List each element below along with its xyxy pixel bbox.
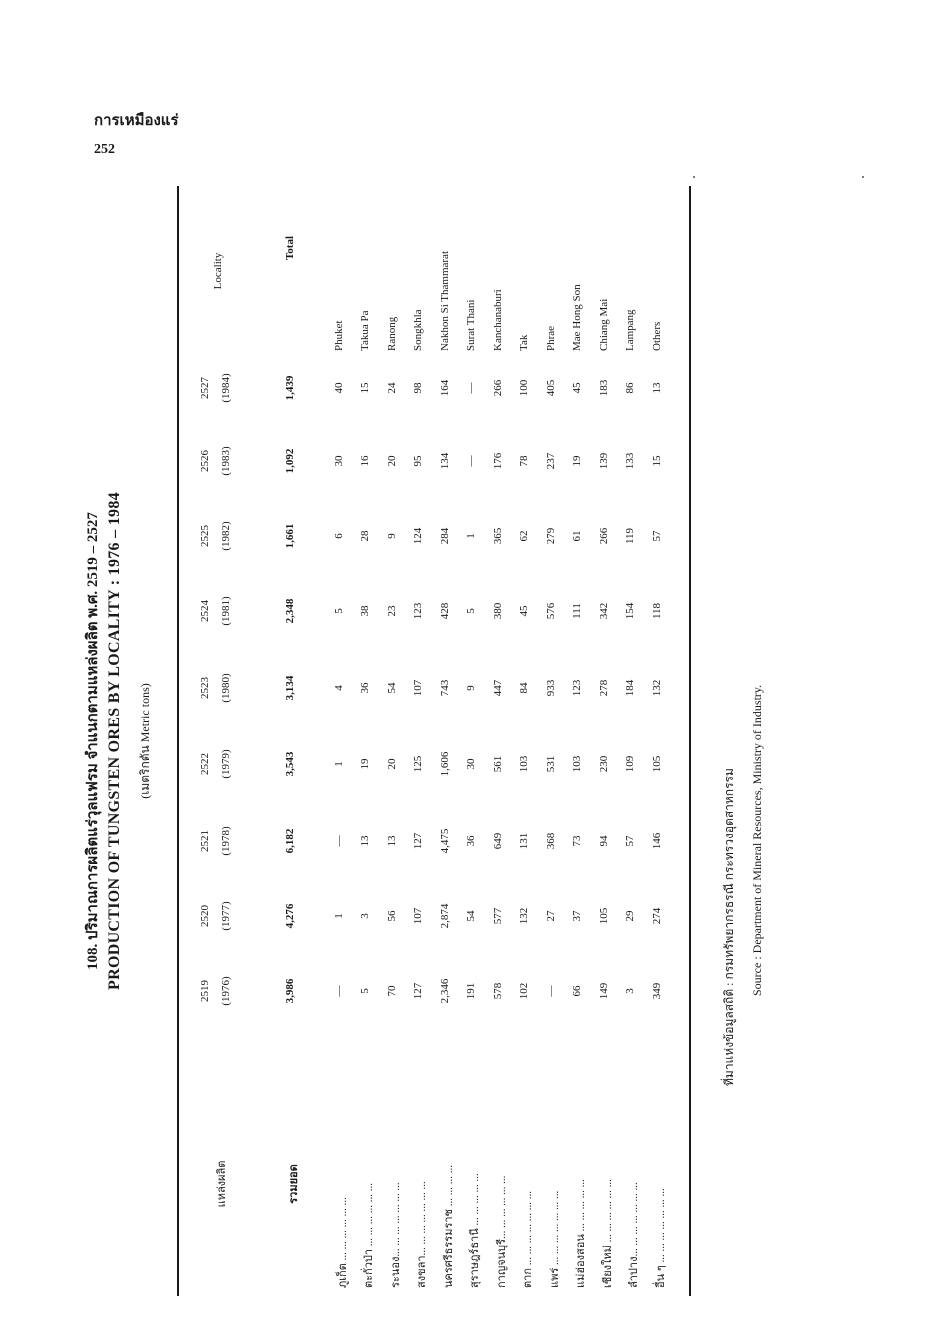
table-cell: 743 — [438, 679, 451, 697]
year-header-be: 2524 — [199, 600, 211, 622]
table-cell: 56 — [385, 910, 398, 922]
table-cell: 127 — [412, 982, 424, 1000]
table-cell: 9 — [465, 685, 477, 691]
table-cell: 649 — [491, 832, 504, 850]
table-cell: 933 — [544, 679, 557, 697]
table-cell: 123 — [412, 602, 424, 620]
table-cell: 107 — [412, 907, 424, 925]
row-label-english: Nakhon Si Thammarat — [438, 251, 451, 351]
table-cell: 561 — [491, 755, 504, 773]
table-cell: 127 — [412, 832, 424, 850]
table-cell: 125 — [412, 755, 424, 773]
table-cell: 70 — [385, 985, 398, 997]
year-header-ce: (1982) — [220, 521, 232, 551]
table-cell: 124 — [412, 527, 424, 545]
table-cell: 266 — [597, 527, 610, 545]
table-cell: 73 — [571, 835, 583, 847]
table-cell: 5 — [465, 608, 477, 614]
table-cell: 191 — [465, 982, 477, 1000]
year-header-ce: (1981) — [220, 596, 232, 626]
scan-speck — [693, 176, 695, 178]
table-cell: 13 — [359, 835, 371, 847]
table-cell: 342 — [597, 602, 610, 620]
row-label-english: Mae Hong Son — [571, 284, 583, 351]
year-header-be: 2522 — [199, 753, 211, 775]
table-cell: 3,134 — [284, 675, 296, 701]
table-cell: 447 — [491, 679, 504, 697]
row-label-english: Tak — [518, 334, 530, 351]
year-header-ce: (1976) — [220, 976, 232, 1006]
table-cell: 1 — [465, 533, 477, 539]
table-cell: 139 — [597, 452, 610, 470]
table-cell: 2,346 — [438, 978, 451, 1004]
table-cell: 84 — [518, 682, 530, 694]
locality-header-thai: แหล่งผลิต — [216, 1160, 228, 1208]
row-label-thai: แพร่ ... ... ... ... ... ... ... — [548, 1190, 561, 1288]
table-cell: 24 — [385, 382, 398, 394]
table-cell: 19 — [571, 455, 583, 467]
table-cell: 57 — [650, 530, 663, 542]
table-cell: 16 — [359, 455, 371, 467]
locality-header-english: Locality — [212, 252, 224, 290]
table-cell: — — [544, 985, 557, 997]
table-cell: 94 — [597, 835, 610, 847]
source-english: Source : Department of Mineral Resources, Ministry of Industry. — [750, 684, 764, 996]
table-cell: 2,348 — [284, 598, 296, 624]
table-cell: 279 — [544, 527, 557, 545]
table-cell: 5 — [359, 988, 371, 994]
year-header-be: 2519 — [199, 980, 211, 1002]
rotated-table-page — [74, 186, 804, 1296]
table-title-english: PRODUCTION OF TUNGSTEN ORES BY LOCALITY : 1976 – 1984 — [106, 492, 123, 990]
table-cell: 123 — [571, 679, 583, 697]
table-cell: 6 — [332, 533, 345, 539]
book-title: การเหมืองแร่ — [94, 113, 179, 129]
table-cell: 45 — [518, 605, 530, 617]
table-cell: 146 — [650, 832, 663, 850]
table-cell: 103 — [571, 755, 583, 773]
table-cell: 30 — [465, 758, 477, 770]
table-cell: 98 — [412, 382, 424, 394]
table-cell: 149 — [597, 982, 610, 1000]
row-label-thai: ลำปาง... ... ... ... ... ... ... — [628, 1182, 640, 1288]
table-cell: 40 — [332, 382, 345, 394]
row-label-english: Kanchanaburi — [491, 289, 504, 351]
row-label-english: Phuket — [332, 320, 345, 351]
table-cell: 109 — [624, 755, 636, 773]
table-cell: 95 — [412, 455, 424, 467]
table-cell: 365 — [491, 527, 504, 545]
row-label-english: Chiang Mai — [597, 298, 610, 351]
table-cell: 132 — [650, 679, 663, 697]
table-cell: 131 — [518, 832, 530, 850]
row-label-thai: สงขลา... ... ... ... ... ... ... — [416, 1181, 428, 1288]
table-title-thai: 108. ปริมาณการผลิตแร่วุลแฟรม จำแนกตามแหล่งผลิต พ.ศ. 2519 – 2527 — [85, 512, 101, 970]
table-cell: 38 — [359, 605, 371, 617]
table-cell: 36 — [465, 835, 477, 847]
table-cell: 66 — [571, 985, 583, 997]
year-header-be: 2525 — [199, 525, 211, 547]
row-label-english: Takua Pa — [359, 310, 371, 351]
year-header-be: 2521 — [199, 830, 211, 852]
table-cell: 15 — [359, 382, 371, 394]
scan-speck — [862, 176, 864, 178]
table-cell: 118 — [650, 602, 663, 620]
table-cell: 134 — [438, 452, 451, 470]
row-label-thai: ตาก ... ... ... ... ... ... ... — [522, 1191, 534, 1288]
table-cell: 13 — [650, 382, 663, 394]
table-cell: 1,092 — [284, 448, 296, 474]
table-cell: 119 — [624, 527, 636, 545]
table-cell: 3,986 — [284, 978, 296, 1004]
table-cell: 86 — [624, 382, 636, 394]
row-label-thai: รวมยอด — [288, 1164, 300, 1204]
table-cell: 578 — [491, 982, 504, 1000]
table-cell: 45 — [571, 382, 583, 394]
table-cell: 6,182 — [284, 828, 296, 854]
table-cell: 15 — [650, 455, 663, 467]
year-header-ce: (1979) — [220, 749, 232, 779]
table-cell: 107 — [412, 679, 424, 697]
table-cell: 57 — [624, 835, 636, 847]
row-label-english: Surat Thani — [465, 299, 477, 351]
year-header-be: 2527 — [199, 377, 211, 399]
table-cell: 1,439 — [284, 375, 296, 401]
table-cell: 1 — [332, 761, 345, 767]
table-cell: 531 — [544, 755, 557, 773]
table-cell: 3 — [359, 913, 371, 919]
table-cell: 237 — [544, 452, 557, 470]
bottom-rule — [689, 186, 691, 1296]
table-cell: 54 — [385, 682, 398, 694]
table-cell: 4 — [332, 685, 345, 691]
table-cell: 368 — [544, 832, 557, 850]
table-cell: 28 — [359, 530, 371, 542]
year-header-ce: (1984) — [220, 373, 232, 403]
table-cell: 5 — [332, 608, 345, 614]
table-cell: 1,606 — [438, 751, 451, 777]
row-label-thai: ตะกั่วป่า ... ... ... ... ... ... — [363, 1182, 375, 1288]
table-cell: 132 — [518, 907, 530, 925]
table-cell: 20 — [385, 455, 398, 467]
top-rule — [177, 186, 179, 1296]
table-cell: 380 — [491, 602, 504, 620]
table-cell: 4,276 — [284, 903, 296, 929]
table-cell: 577 — [491, 907, 504, 925]
row-label-english: Others — [650, 321, 663, 351]
table-cell: 9 — [385, 533, 398, 539]
table-cell: 1,661 — [284, 523, 296, 549]
table-cell: 154 — [624, 602, 636, 620]
row-label-thai: นครศรีธรรมราช ... ... ... ... — [442, 1164, 455, 1288]
table-cell: 266 — [491, 379, 504, 397]
row-label-thai: อื่น ๆ ... ... ... ... ... ... ... — [654, 1188, 667, 1288]
table-cell: 37 — [571, 910, 583, 922]
table-cell: 184 — [624, 679, 636, 697]
table-cell: 349 — [650, 982, 663, 1000]
row-label-english: Ranong — [385, 316, 398, 351]
row-label-thai: สุราษฎร์ธานี ... ... ... ... ... — [469, 1173, 481, 1288]
table-cell: 102 — [518, 982, 530, 1000]
year-header-ce: (1980) — [220, 673, 232, 703]
table-cell: 176 — [491, 452, 504, 470]
table-cell: 13 — [385, 835, 398, 847]
table-cell: 36 — [359, 682, 371, 694]
table-cell: 23 — [385, 605, 398, 617]
table-cell: 2,874 — [438, 903, 451, 929]
year-header-ce: (1978) — [220, 826, 232, 856]
table-cell: 576 — [544, 602, 557, 620]
row-label-english: Lampang — [624, 309, 636, 351]
row-label-thai: ภูเก็ต ... ... ... ... ... ... — [336, 1197, 349, 1288]
row-label-thai: เชียงใหม่ ... ... ... ... ... ... — [601, 1179, 614, 1288]
table-cell: 1 — [332, 913, 345, 919]
table-cell: — — [332, 985, 345, 997]
year-header-be: 2526 — [199, 450, 211, 472]
table-cell: 61 — [571, 530, 583, 542]
table-cell: 27 — [544, 910, 557, 922]
table-cell: 274 — [650, 907, 663, 925]
table-cell: 405 — [544, 379, 557, 397]
year-header-be: 2520 — [199, 905, 211, 927]
table-cell: 54 — [465, 910, 477, 922]
table-cell: 78 — [518, 455, 530, 467]
table-cell: 3 — [624, 988, 636, 994]
year-header-ce: (1983) — [220, 446, 232, 476]
table-cell: 428 — [438, 602, 451, 620]
table-cell: 105 — [597, 907, 610, 925]
table-cell: 133 — [624, 452, 636, 470]
row-label-thai: กาญจนบุรี... ... ... ... ... ... — [495, 1175, 508, 1288]
row-label-english: Songkhla — [412, 309, 424, 351]
table-cell: 284 — [438, 527, 451, 545]
table-cell: 183 — [597, 379, 610, 397]
row-label-thai: ระนอง... ... ... ... ... ... ... — [389, 1182, 402, 1288]
table-cell: 30 — [332, 455, 345, 467]
row-label-english: Total — [284, 236, 296, 261]
table-cell: 230 — [597, 755, 610, 773]
row-label-english: Phrae — [544, 325, 557, 351]
table-cell: 4,475 — [438, 828, 451, 854]
year-header-ce: (1977) — [220, 901, 232, 931]
table-cell: — — [332, 835, 345, 847]
source-thai: ที่มาแห่งข้อมูลสถิติ : กรมทรัพยากรธรณี กระทรวงอุตสาหกรรม — [722, 768, 736, 1086]
table-cell: — — [465, 455, 477, 467]
table-cell: 100 — [518, 379, 530, 397]
unit-label: (เมตริกตัน Metric tons) — [138, 683, 152, 799]
table-cell: — — [465, 382, 477, 394]
table-cell: 19 — [359, 758, 371, 770]
table-cell: 62 — [518, 530, 530, 542]
table-cell: 278 — [597, 679, 610, 697]
year-header-be: 2523 — [199, 677, 211, 699]
row-label-thai: แม่ฮ่องสอน ... ... ... ... ... — [575, 1179, 587, 1288]
table-cell: 105 — [650, 755, 663, 773]
table-cell: 20 — [385, 758, 398, 770]
page-number: 252 — [94, 142, 115, 157]
table-cell: 164 — [438, 379, 451, 397]
table-cell: 29 — [624, 910, 636, 922]
table-cell: 103 — [518, 755, 530, 773]
table-cell: 3,543 — [284, 751, 296, 777]
table-cell: 111 — [571, 603, 583, 619]
